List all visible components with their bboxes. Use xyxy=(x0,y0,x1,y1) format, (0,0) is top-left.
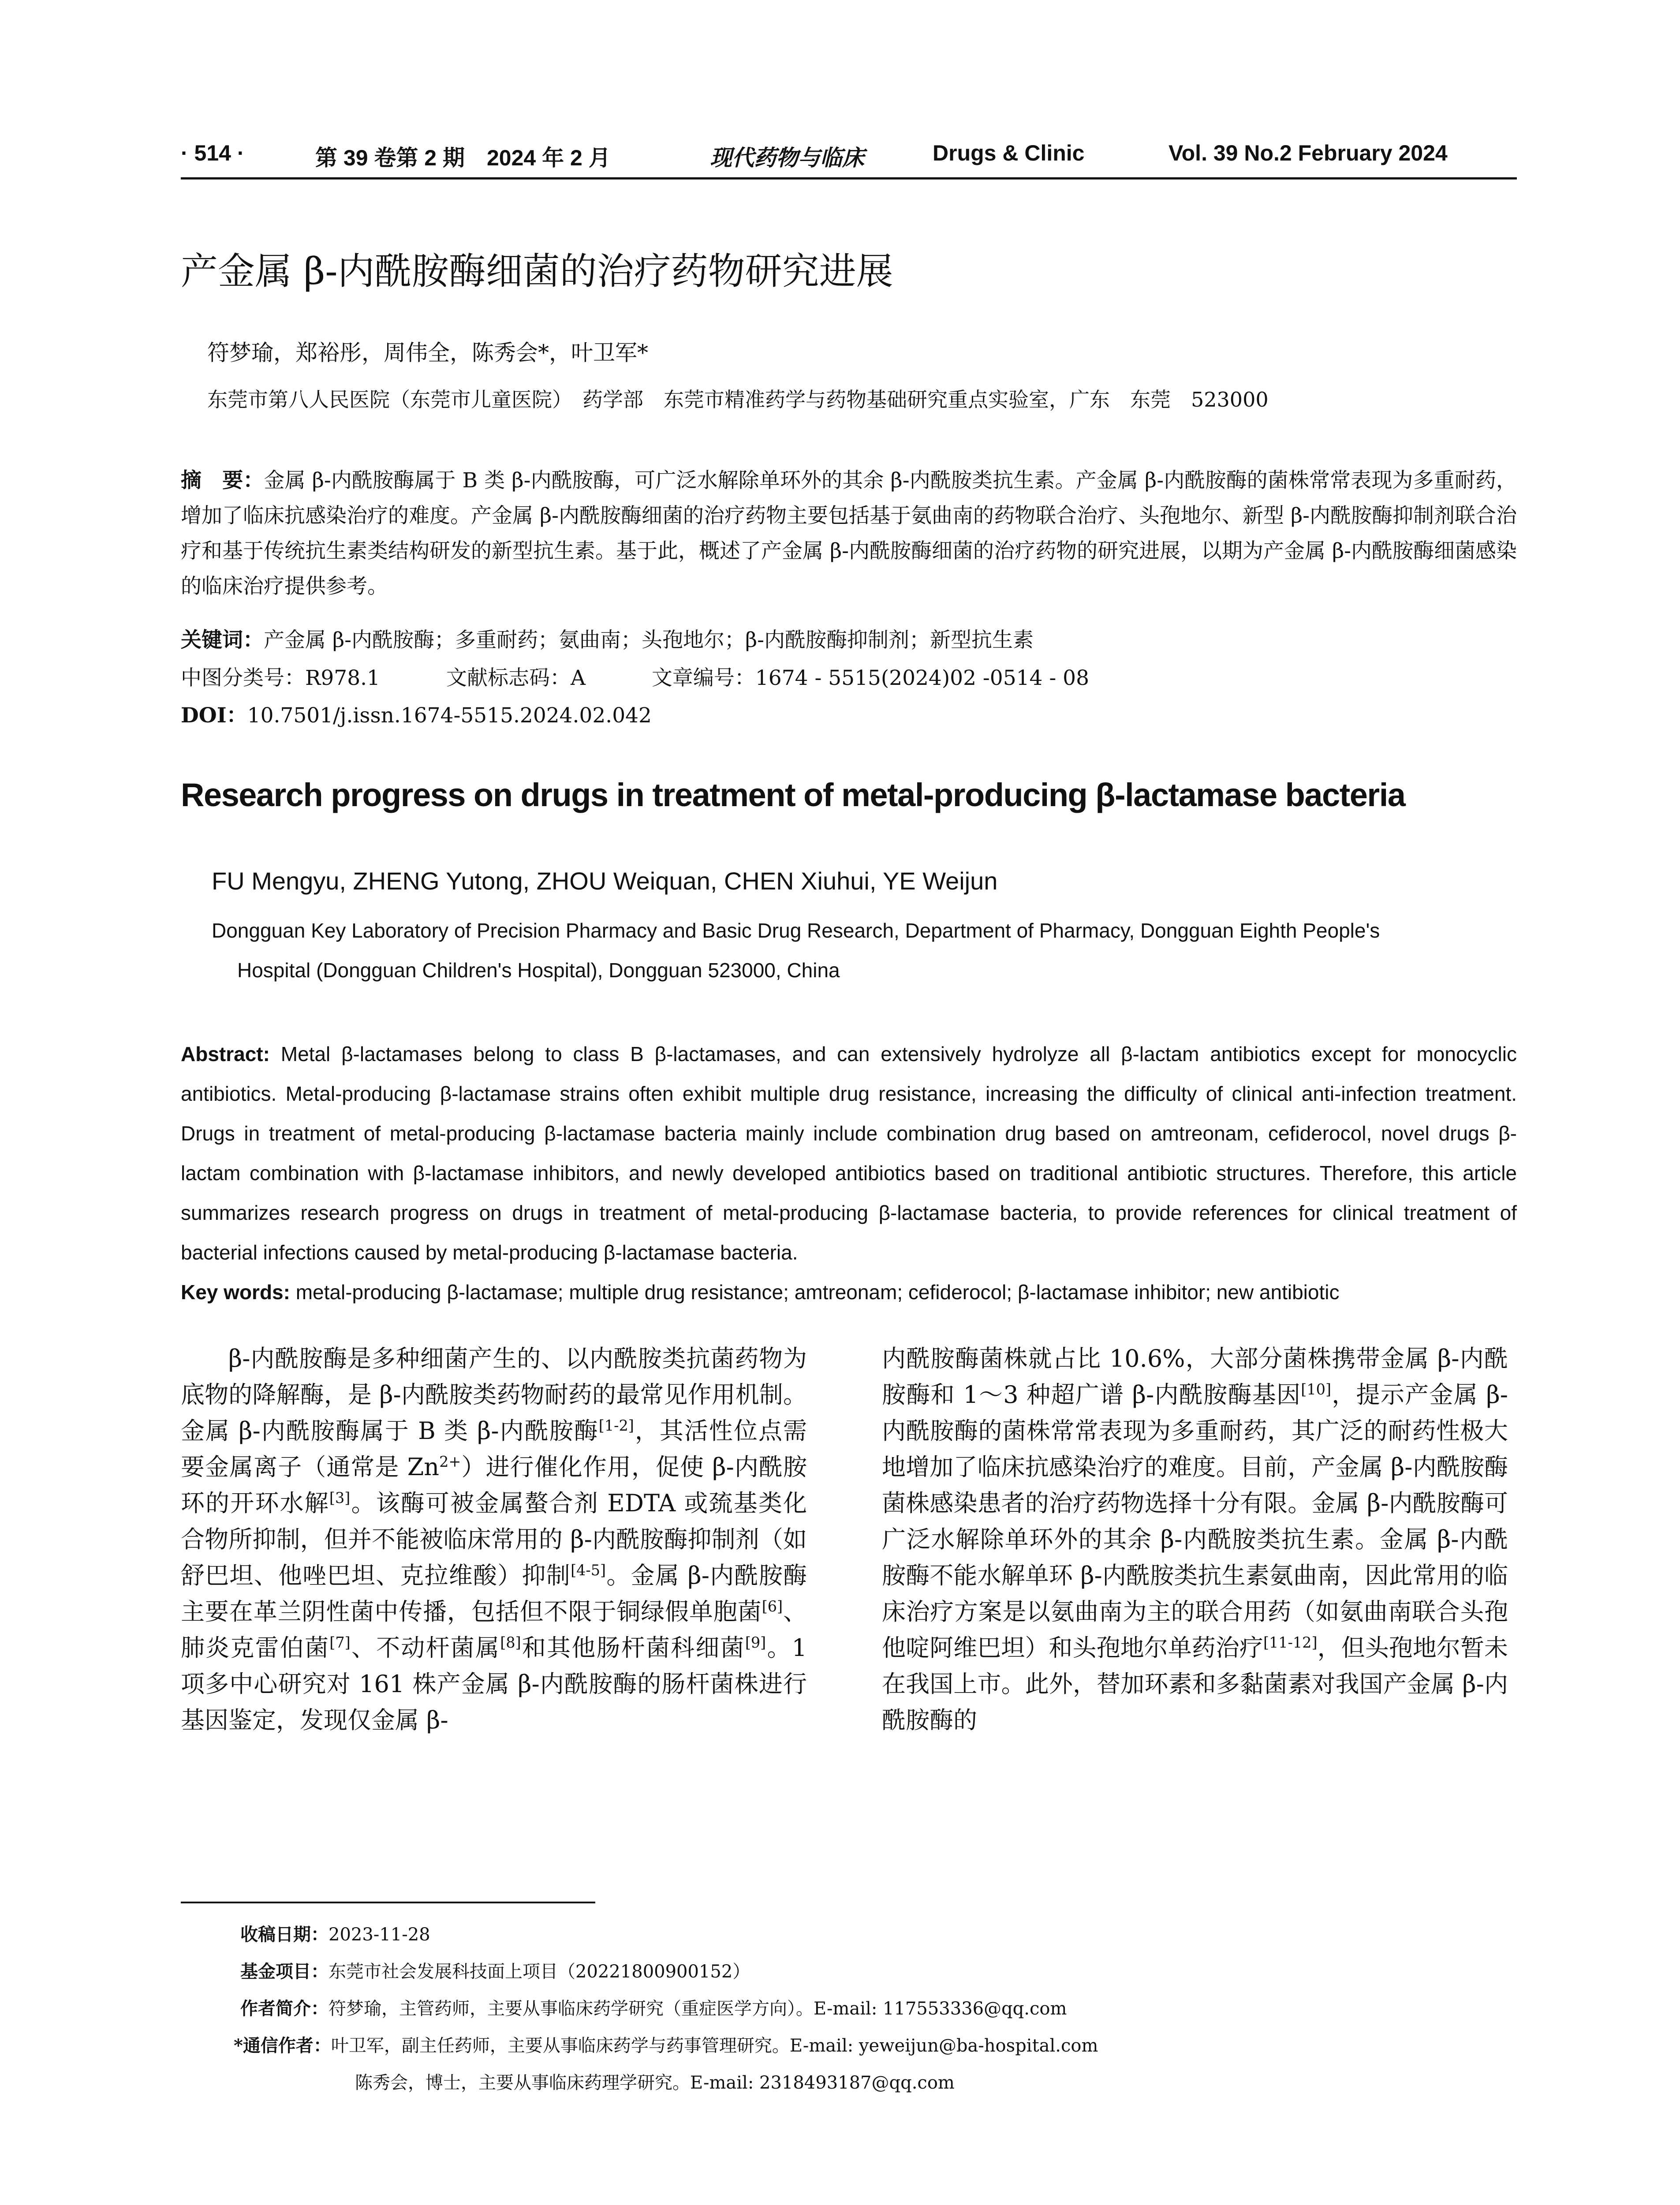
footnote-fund xyxy=(240,1953,1519,1990)
doi-value: 10.7501/j.issn.1674-5515.2024.02.042 xyxy=(247,703,652,728)
body-text: 。1 项多中心研究对 161 株产金属 β-内酰胺酶的肠杆菌株进行基因鉴定，发现仅金属 β- xyxy=(181,1634,807,1734)
keywords-en xyxy=(181,1272,1517,1312)
keywords-cn xyxy=(181,623,1517,658)
footnotes xyxy=(234,1916,1519,2101)
header-rule xyxy=(181,177,1517,179)
keywords-cn-label: 关键词： xyxy=(181,628,264,652)
citation-marker: 2+ xyxy=(439,1453,461,1470)
citation-marker: [8] xyxy=(500,1634,521,1651)
citation-marker: [11-12] xyxy=(1263,1634,1318,1651)
keywords-en-text: metal-producing β-lactamase; multiple drug resistance; amtreonam; cefiderocol; β-lactamase inhibitor; new antibiotic xyxy=(295,1281,1340,1304)
doi-line xyxy=(181,699,652,729)
keywords-en-label: Key words: xyxy=(181,1281,290,1304)
affiliation-en-line1: Dongguan Key Laboratory of Precision Pharmacy and Basic Drug Research, Department of Pharmacy, Dongguan Eighth People's xyxy=(212,919,1380,942)
footnote-author-bio-label: 作者简介： xyxy=(240,1998,329,2019)
body-text: 。该酶可被金属螯合剂 EDTA 或巯基类化合物所抑制，但并不能被临床常用的 β-内酰胺酶抑制剂（如舒巴坦、他唑巴坦、克拉维酸）抑制 xyxy=(181,1489,807,1589)
authors-en: FU Mengyu, ZHENG Yutong, ZHOU Weiquan, CHEN Xiuhui, YE Weijun xyxy=(212,867,998,895)
running-header xyxy=(181,140,1517,176)
document-code: 文献标志码：A xyxy=(446,666,586,690)
body-text: 和其他肠杆菌科细菌 xyxy=(521,1634,745,1662)
body-text: ，其活性位点需要金属离子（通常是 Zn xyxy=(181,1417,807,1481)
authors-cn: 符梦瑜，郑裕彤，周伟全，陈秀会*，叶卫军* xyxy=(207,340,648,366)
body-text: 内酰胺酶菌株就占比 10.6%，大部分菌株携带金属 β-内酰胺酶和 1～3 种超广谱 β-内酰胺酶基因 xyxy=(882,1345,1508,1409)
footnote-received-label: 收稿日期： xyxy=(240,1924,329,1945)
abstract-cn xyxy=(181,463,1517,604)
citation-marker: [6] xyxy=(762,1598,783,1615)
journal-name-en: Drugs & Clinic xyxy=(933,141,1085,165)
footnote-corresponding-2: 陈秀会，博士，主要从事临床药理学研究。E-mail: 2318493187@qq.com xyxy=(355,2073,955,2093)
citation-marker: [9] xyxy=(745,1634,766,1651)
page-number: · 514 · xyxy=(181,141,245,165)
article-number: 文章编号：1674 - 5515(2024)02 -0514 - 08 xyxy=(651,666,1089,690)
citation-marker: [10] xyxy=(1301,1381,1331,1398)
body-text: ，但头孢地尔暂未在我国上市。此外，替加环素和多黏菌素对我国产金属 β-内酰胺酶的 xyxy=(882,1634,1508,1734)
issue-en: Vol. 39 No.2 February 2024 xyxy=(1169,141,1448,165)
citation-marker: [3] xyxy=(329,1489,351,1506)
footnote-fund-label: 基金项目： xyxy=(240,1961,329,1982)
affiliation-en xyxy=(212,911,1517,990)
body-text: 、不动杆菌属 xyxy=(350,1634,500,1662)
keywords-cn-text: 产金属 β-内酰胺酶；多重耐药；氨曲南；头孢地尔；β-内酰胺酶抑制剂；新型抗生素 xyxy=(264,628,1034,652)
classification-line xyxy=(181,662,1155,691)
body-text: 。金属 β-内酰胺酶主要在革兰阴性菌中传播，包括但不限于铜绿假单胞菌 xyxy=(181,1562,807,1626)
body-text: 、肺炎克雷伯菌 xyxy=(181,1598,807,1662)
footnote-received xyxy=(240,1916,1519,1953)
body-text: ）进行催化作用，促使 β-内酰胺环的开环水解 xyxy=(181,1453,807,1517)
footnote-corresponding xyxy=(234,2027,1519,2064)
footnote-corresponding-label: *通信作者： xyxy=(234,2035,331,2056)
affiliation-en-line2: Hospital (Dongguan Children's Hospital), Dongguan 523000, China xyxy=(237,959,840,982)
footnote-author-bio-text: 符梦瑜，主管药师，主要从事临床药学研究（重症医学方向）。E-mail: 117553336@qq.com xyxy=(329,1999,1067,2019)
abstract-en-text: Metal β-lactamases belong to class B β-lactamases, and can extensively hydrolyze all β-lactam antibiotics except for monocyclic antibiotics. Metal-producing β-lactamase strains often exhibit multiple drug resistance, increasing the difficulty of clinical anti-infection treatment. Drugs in treatment of metal-producing β-lactamase bacteria mainly include combination drug based on amtreonam, cefiderocol, novel drugs β-lactam combination with β-lactamase inhibitors, and newly developed antibiotics based on traditional antibiotic structures. Therefore, this article summarizes research progress on drugs in treatment of metal-producing β-lactamase bacteria, to provide references for clinical treatment of bacterial infections caused by metal-producing β-lactamase bacteria. xyxy=(181,1043,1517,1264)
footnote-fund-text: 东莞市社会发展科技面上项目（20221800900152） xyxy=(329,1962,750,1982)
article-title-cn: 产金属 β-内酰胺酶细菌的治疗药物研究进展 xyxy=(181,250,893,293)
abstract-en xyxy=(181,1034,1517,1272)
clc-number: 中图分类号：R978.1 xyxy=(181,666,380,690)
affiliation-cn: 东莞市第八人民医院（东莞市儿童医院） 药学部 东莞市精准药学与药物基础研究重点实验室，广东 东莞 523000 xyxy=(207,388,1269,411)
footnote-corresponding-text: 叶卫军，副主任药师，主要从事临床药学与药事管理研究。E-mail: yeweijun@ba-hospital.com xyxy=(331,2036,1098,2056)
body-text: ，提示产金属 β-内酰胺酶的菌株常常表现为多重耐药，其广泛的耐药性极大地增加了临床抗感染治疗的难度。目前，产金属 β-内酰胺酶菌株感染患者的治疗药物选择十分有限。金属 β-内酰胺酶可广泛水解除单环外的其余 β-内酰胺类抗生素。金属 β-内酰胺酶不能水解单环 β-内酰胺类抗生素氨曲南，因此常用的临床治疗方案是以氨曲南为主的联合用药（如氨曲南联合头孢他啶阿维巴坦）和头孢地尔单药治疗 xyxy=(882,1381,1508,1662)
footnote-author-bio xyxy=(240,1990,1519,2027)
footnote-received-text: 2023-11-28 xyxy=(329,1925,430,1945)
abstract-en-label: Abstract: xyxy=(181,1043,270,1065)
body-column-left xyxy=(181,1341,807,1738)
journal-name-cn: 现代药物与临床 xyxy=(710,145,864,171)
footnote-rule xyxy=(181,1902,595,1903)
abstract-cn-label: 摘 要： xyxy=(181,468,264,493)
body-column-right xyxy=(882,1341,1508,1738)
citation-marker: [1-2] xyxy=(598,1417,634,1434)
citation-marker: [7] xyxy=(329,1634,351,1651)
citation-marker: [4-5] xyxy=(571,1562,606,1579)
article-title-en: Research progress on drugs in treatment of metal-producing β-lactamase bacteria xyxy=(181,777,1405,813)
abstract-cn-text: 金属 β-内酰胺酶属于 B 类 β-内酰胺酶，可广泛水解除单环外的其余 β-内酰胺类抗生素。产金属 β-内酰胺酶的菌株常常表现为多重耐药，增加了临床抗感染治疗的难度。产金属 β-内酰胺酶细菌的治疗药物主要包括基于氨曲南的药物联合治疗、头孢地尔、新型 β-内酰胺酶抑制剂联合治疗和基于传统抗生素类结构研发的新型抗生素。基于此，概述了产金属 β-内酰胺酶细菌的治疗药物的研究进展，以期为产金属 β-内酰胺酶细菌感染的临床治疗提供参考。 xyxy=(181,468,1517,598)
doi-label: DOI： xyxy=(181,703,247,728)
issue-cn: 第 39 卷第 2 期 2024 年 2 月 xyxy=(315,146,611,170)
body-text: β-内酰胺酶是多种细菌产生的、以内酰胺类抗菌药物为底物的降解酶，是 β-内酰胺类药物耐药的最常见作用机制。金属 β-内酰胺酶属于 B 类 β-内酰胺酶 xyxy=(181,1345,807,1445)
